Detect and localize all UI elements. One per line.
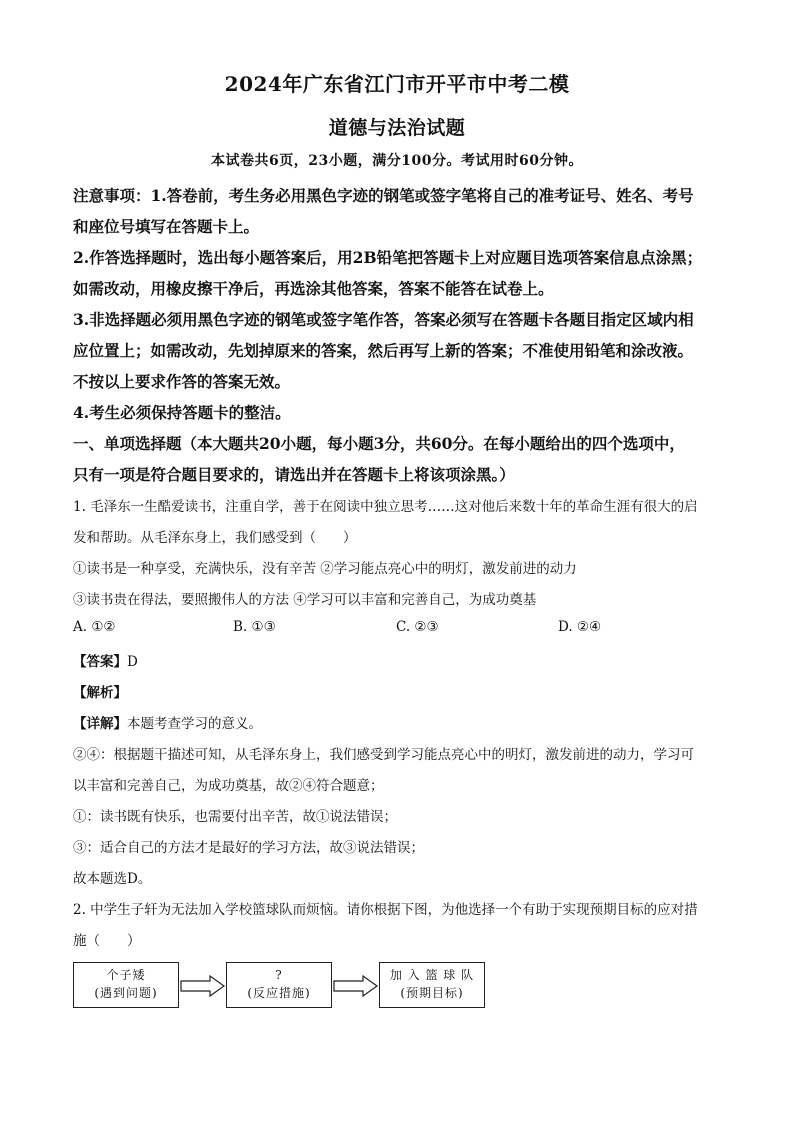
note-1-line-1: 注意事项：1.答卷前，考生务必用黑色字迹的钢笔或签字笔将自己的准考证号、姓名、考号 — [73, 186, 694, 205]
section-1-heading-line-1: 一、单项选择题（本大题共20小题，每小题3分，共60分。在每小题给出的四个选项中， — [73, 434, 685, 453]
q2-stem-line-1: 2. 中学生子轩为无法加入学校篮球队而烦恼。请你根据下图，为他选择一个有助于实现预期目标的应对措 — [73, 902, 698, 918]
flow-box-goal — [379, 962, 485, 1008]
flow-box-measure-top: ? — [275, 968, 283, 982]
analysis-label: 【解析】 — [73, 685, 127, 701]
q1-stem-line-2: 发和帮助。从毛泽东身上，我们感受到（ ） — [73, 530, 357, 546]
answer-value: D — [127, 654, 138, 670]
q1-conclusion: 故本题选D。 — [73, 871, 152, 887]
q1-explanation-2: ①：读书既有快乐，也需要付出辛苦，故①说法错误； — [73, 809, 397, 825]
page-title: 2024年广东省江门市开平市中考二模 — [224, 72, 570, 96]
q1-answer-row — [73, 650, 138, 670]
answer-label: 【答案】 — [73, 654, 127, 670]
q1-explanation-3: ③：适合自己的方法才是最好的学习方法，故③说法错误； — [73, 840, 424, 856]
q1-explanation-1b: 以丰富和完善自己，为成功奠基，故②④符合题意； — [73, 778, 384, 794]
q1-option-d: D. ②④ — [558, 619, 602, 635]
flow-box-measure-bottom: (反应措施) — [247, 986, 311, 1000]
flow-box-goal-bottom: (预期目标) — [400, 986, 464, 1000]
flow-box-measure — [226, 962, 332, 1008]
note-1-line-2: 和座位号填写在答题卡上。 — [73, 217, 260, 236]
flow-arrow-right-icon — [180, 975, 226, 997]
detail-text: 本题考查学习的意义。 — [127, 716, 262, 732]
flow-box-problem-top: 个子矮 — [106, 968, 146, 982]
note-2-line-1: 2.作答选择题时，选出每小题答案后，用2B铅笔把答题卡上对应题目选项答案信息点涂黑； — [73, 248, 703, 267]
q1-option-b: B. ①③ — [233, 619, 276, 635]
q1-detail-row — [73, 712, 262, 732]
q1-option-a: A. ①② — [73, 619, 116, 635]
note-4: 4.考生必须保持答题卡的整洁。 — [73, 403, 291, 422]
note-3-line-3: 不按以上要求作答的答案无效。 — [73, 372, 291, 391]
q1-explanation-1a: ②④：根据题干描述可知，从毛泽东身上，我们感受到学习能点亮心中的明灯，激发前进的动力，学习可 — [73, 747, 694, 763]
q1-statements-line-2: ③读书贵在得法，要照搬伟人的方法 ④学习可以丰富和完善自己，为成功奠基 — [73, 592, 537, 608]
flow-arrow-right-icon — [333, 975, 379, 997]
section-1-heading-line-2: 只有一项是符合题目要求的，请选出并在答题卡上将该项涂黑。） — [73, 465, 515, 484]
q1-option-c: C. ②③ — [396, 619, 439, 635]
q1-stem-line-1: 1. 毛泽东一生酷爱读书，注重自学，善于在阅读中独立思考……这对他后来数十年的革命生涯有很大的启 — [73, 499, 698, 515]
flow-box-problem-bottom: (遇到问题) — [94, 986, 158, 1000]
q1-statements-line-1: ①读书是一种享受，充满快乐，没有辛苦 ②学习能点亮心中的明灯，激发前进的动力 — [73, 561, 577, 577]
note-2-line-2: 如需改动，用橡皮擦干净后，再选涂其他答案，答案不能答在试卷上。 — [73, 279, 554, 298]
q1-analysis-row — [73, 681, 127, 701]
note-3-line-2: 应位置上；如需改动，先划掉原来的答案，然后再写上新的答案；不准使用铅笔和涂改液。 — [73, 341, 694, 360]
detail-label: 【详解】 — [73, 716, 127, 732]
flow-box-goal-top: 加 入 篮 球 队 — [389, 968, 475, 982]
page-subtitle: 道德与法治试题 — [328, 117, 466, 139]
exam-info: 本试卷共6页，23小题，满分100分。考试用时60分钟。 — [211, 153, 583, 169]
flow-box-problem — [73, 962, 179, 1008]
q2-stem-line-2: 施（ ） — [73, 933, 141, 949]
note-3-line-1: 3.非选择题必须用黑色字迹的钢笔或签字笔作答，答案必须写在答题卡各题目指定区域内相 — [73, 310, 694, 329]
